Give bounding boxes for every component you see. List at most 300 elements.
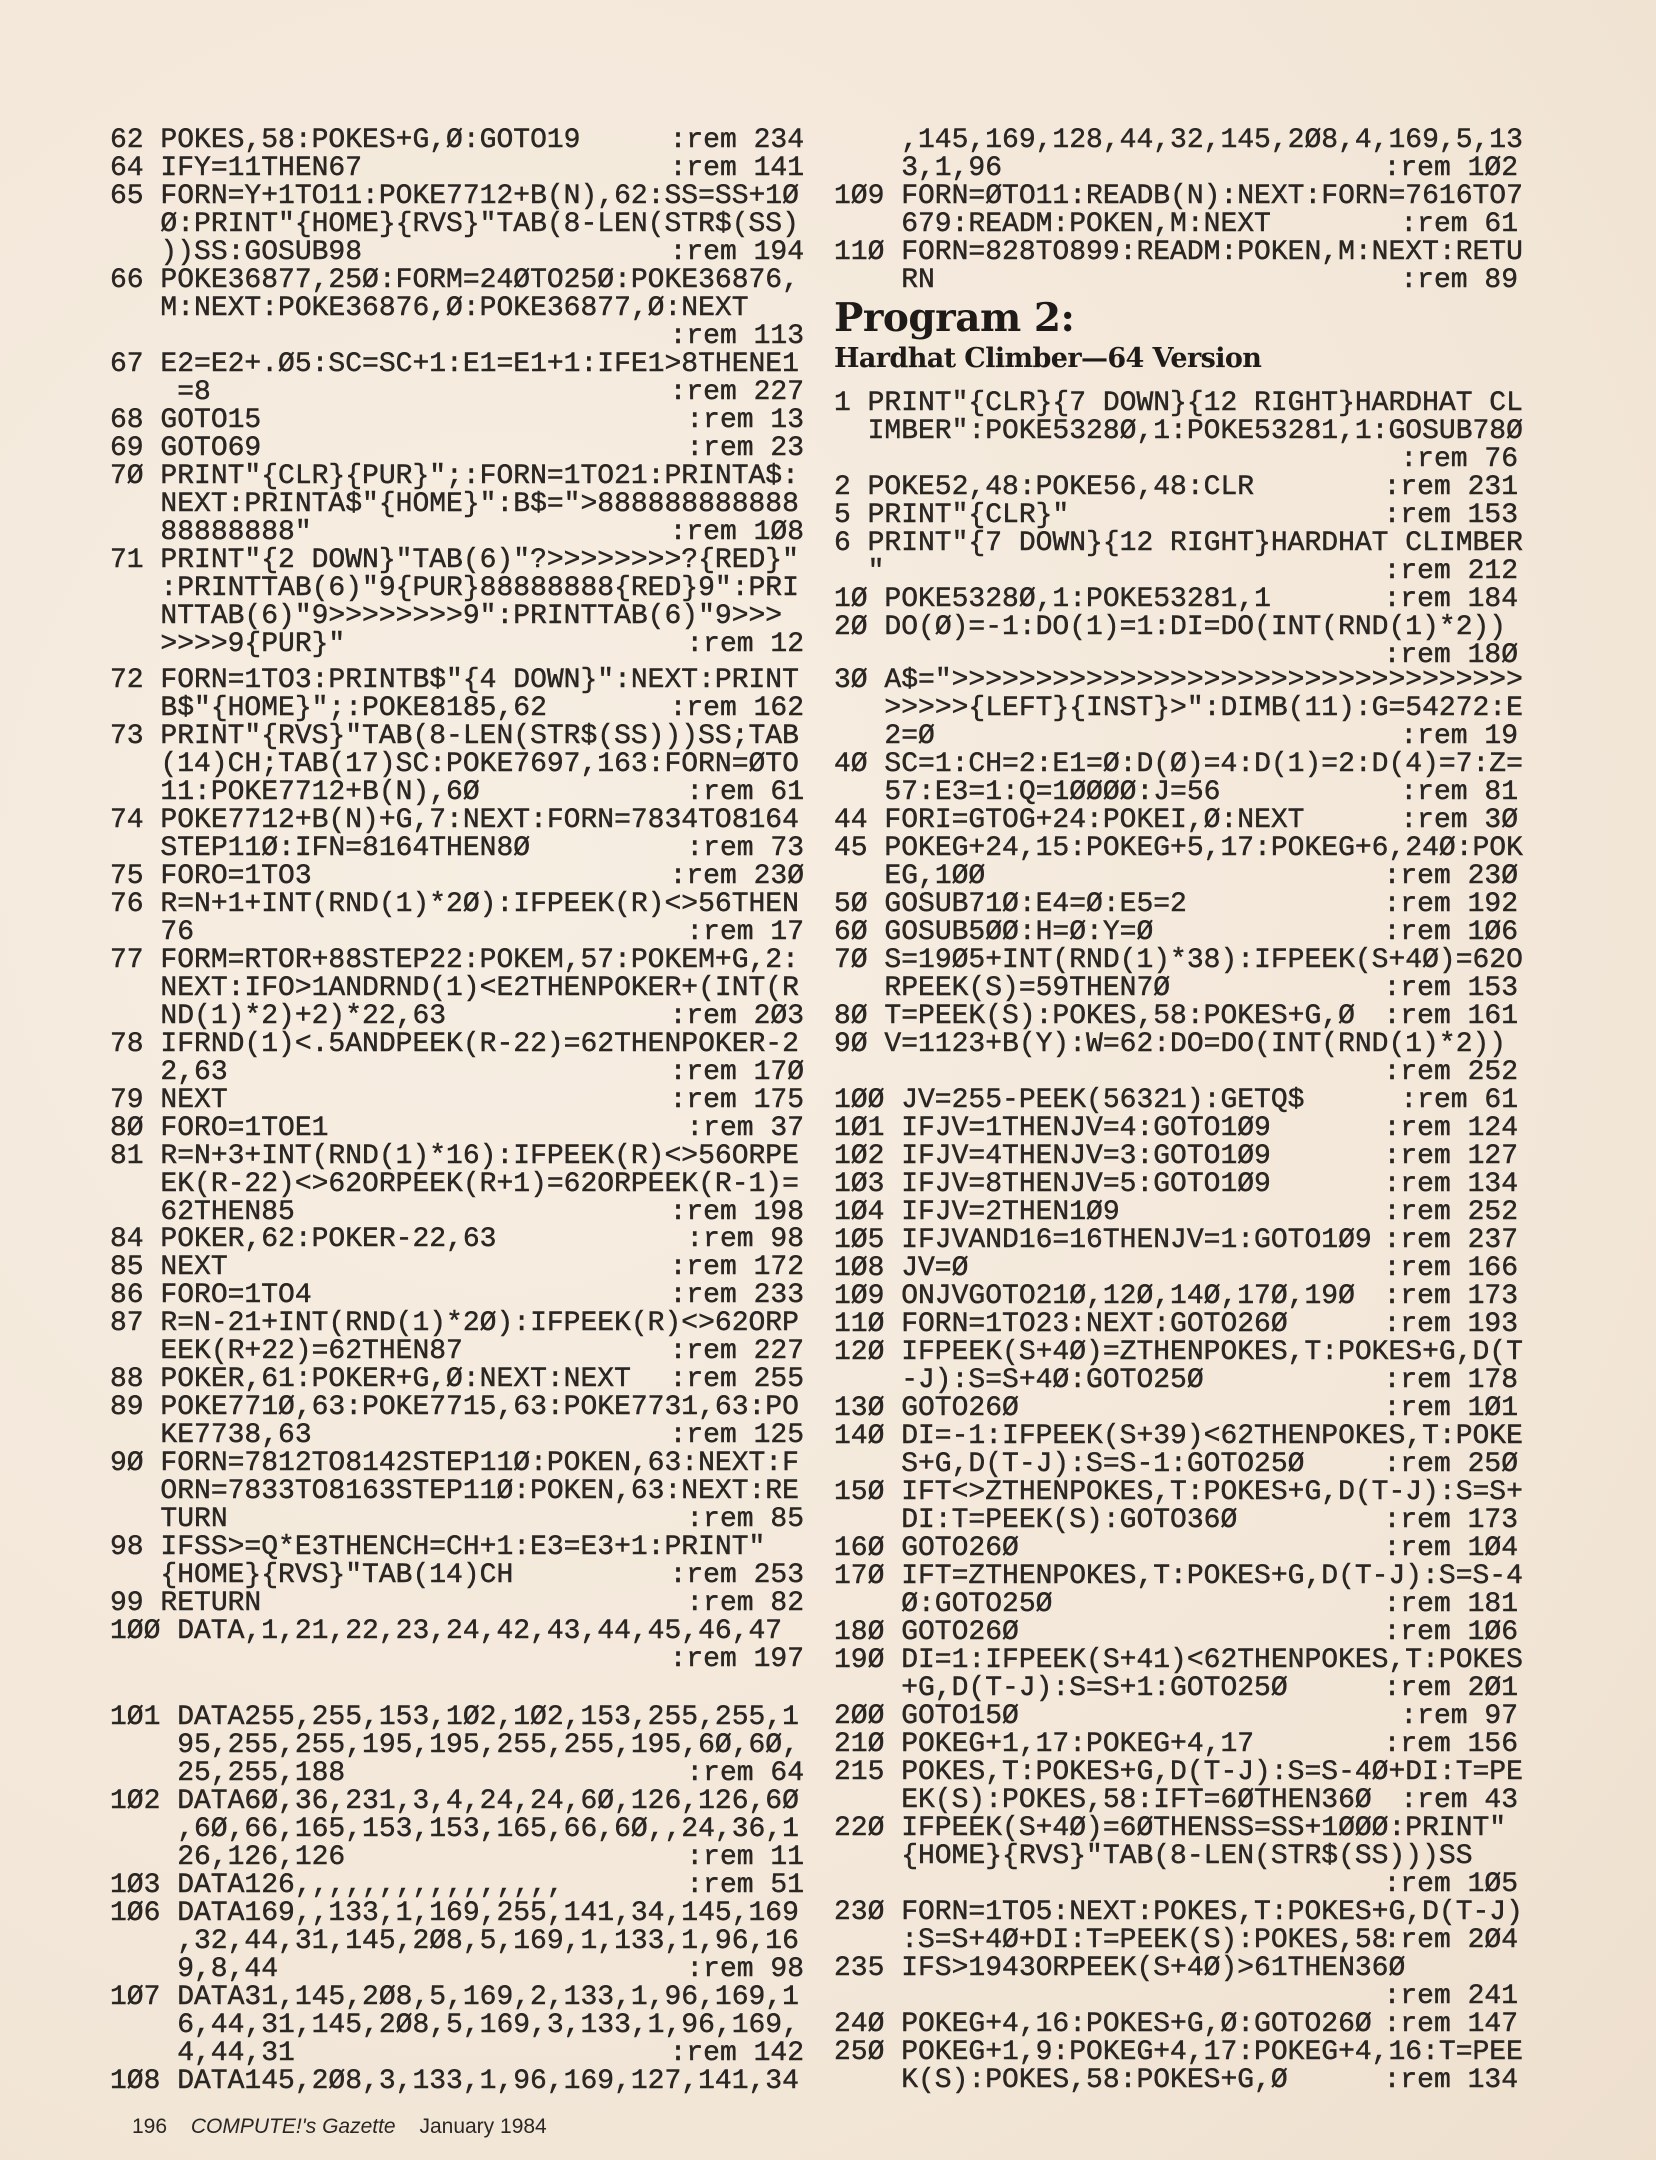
line-number: 25Ø <box>834 2037 885 2068</box>
program-subtitle: Hardhat Climber—64 Version <box>834 343 1262 374</box>
line-code: DATA,1,21,22,23,24,42,43,44,45,46,47 <box>177 1616 783 1647</box>
checksum-rem: :rem 17 <box>686 917 804 948</box>
line-number: 23Ø <box>834 1897 885 1928</box>
checksum-rem: :rem 181 <box>1383 1589 1518 1620</box>
line-number: 5 <box>834 500 851 531</box>
line-code: IFT=ZTHENPOKES,T:POKES+G,D(T-J):S=S-4 <box>901 1561 1523 1592</box>
line-number: 62 <box>110 125 144 156</box>
checksum-rem: :rem 98 <box>686 1224 804 1255</box>
line-number: 87 <box>110 1308 144 1339</box>
line-code: PRINT"{CLR}{PUR}";:FORN=1TO21:PRINTA$: <box>160 461 799 492</box>
program-line <box>110 1534 804 1562</box>
line-number: 71 <box>110 545 144 576</box>
line-code: EK(S):POKES,58:IFT=6ØTHEN36Ø <box>901 1785 1372 1816</box>
program-line-continuation <box>834 863 1518 891</box>
program-line-continuation <box>110 1478 804 1506</box>
line-code: M:NEXT:POKE36876,Ø:POKE36877,Ø:NEXT <box>160 293 749 324</box>
checksum-rem: :rem 227 <box>669 1336 804 1367</box>
line-number: 19Ø <box>834 1645 885 1676</box>
program-line <box>834 1731 1518 1759</box>
program-line <box>834 1031 1518 1059</box>
line-number: 98 <box>110 1532 144 1563</box>
program-line <box>110 1590 804 1618</box>
program-line <box>834 1003 1518 1031</box>
program-line-continuation <box>834 416 1523 447</box>
program-line <box>110 1366 804 1394</box>
program-line <box>834 891 1518 919</box>
line-code: IFY=11THEN67 <box>160 153 363 184</box>
line-code: POKE5328Ø,1:POKE53281,1 <box>884 584 1271 615</box>
program-line-continuation <box>834 1927 1518 1955</box>
program-line-continuation <box>110 751 804 779</box>
program-line-continuation <box>110 1956 804 1984</box>
line-number: 77 <box>110 945 144 976</box>
line-code: {HOME}{RVS}"TAB(14)CH <box>160 1560 514 1591</box>
checksum-rem: :rem 166 <box>1383 1253 1518 1284</box>
program-line-continuation <box>110 379 804 407</box>
checksum-rem: :rem 178 <box>1383 1365 1518 1396</box>
line-code: 2=Ø <box>884 721 935 752</box>
program-line-continuation <box>834 975 1518 1003</box>
program-line-continuation <box>834 1787 1518 1815</box>
line-code: IFJV=2THEN1Ø9 <box>901 1197 1120 1228</box>
line-number: 81 <box>110 1141 144 1172</box>
checksum-rem: :rem 19 <box>1400 721 1518 752</box>
checksum-rem: :rem 61 <box>1400 209 1518 240</box>
line-code: :S=S+4Ø+DI:T=PEEK(S):POKES,58 <box>901 1925 1389 1956</box>
line-code: DI=1:IFPEEK(S+41)<62THENPOKES,T:POKES <box>901 1645 1523 1676</box>
line-code: EG,1ØØ <box>884 861 986 892</box>
line-number: 13Ø <box>834 1393 885 1424</box>
program-line <box>834 1227 1518 1255</box>
line-number: 78 <box>110 1029 144 1060</box>
line-code: FORI=GTOG+24:POKEI,Ø:NEXT <box>884 805 1305 836</box>
line-code: GOTO26Ø <box>901 1393 1019 1424</box>
checksum-rem: :rem 253 <box>669 1560 804 1591</box>
line-code: PRINT"{CLR}{7 DOWN}{12 RIGHT}HARDHAT CL <box>867 388 1523 419</box>
program-line <box>110 667 804 695</box>
checksum-rem: :rem 76 <box>1400 444 1518 475</box>
line-number: 73 <box>110 721 144 752</box>
checksum-rem: :rem 252 <box>1383 1057 1518 1088</box>
program-line <box>110 863 804 891</box>
checksum-row <box>834 1059 1518 1087</box>
program-line-continuation <box>110 1928 804 1956</box>
line-code: +G,D(T-J):S=S+1:GOTO25Ø <box>901 1673 1288 1704</box>
line-number: 16Ø <box>834 1533 885 1564</box>
line-code: E2=E2+.Ø5:SC=SC+1:E1=E1+1:IFE1>8THENE1 <box>160 349 799 380</box>
line-number: 8Ø <box>834 1001 868 1032</box>
program-line-continuation <box>110 1422 804 1450</box>
line-number: 1Ø2 <box>110 1786 161 1817</box>
line-code: IFT<>ZTHENPOKES,T:POKES+G,D(T-J):S=S+ <box>901 1477 1523 1508</box>
line-number: 65 <box>110 181 144 212</box>
line-code: >>>>>{LEFT}{INST}>":DIMB(11):G=54272:E <box>884 693 1523 724</box>
checksum-rem: :rem 198 <box>669 1197 804 1228</box>
program-line <box>110 351 804 379</box>
line-number: 24Ø <box>834 2009 885 2040</box>
checksum-rem: :rem 147 <box>1383 2009 1518 2040</box>
line-number: 1Ø4 <box>834 1197 885 1228</box>
checksum-rem: :rem 98 <box>686 1954 804 1985</box>
program-line <box>834 945 1523 976</box>
program-line <box>834 665 1523 696</box>
line-code: FORM=RTOR+88STEP22:POKEM,57:POKEM+G,2: <box>160 945 799 976</box>
program-line-continuation <box>834 211 1518 239</box>
checksum-rem: :rem 231 <box>1383 472 1518 503</box>
line-number: 84 <box>110 1224 144 1255</box>
line-number: 17Ø <box>834 1561 885 1592</box>
checksum-rem: :rem 2Ø1 <box>1383 1673 1518 1704</box>
line-code: POKE36877,25Ø:FORM=24ØTO25Ø:POKE36876, <box>160 265 799 296</box>
checksum-rem: :rem 175 <box>669 1085 804 1116</box>
program-line <box>110 891 804 919</box>
line-code: NEXT <box>160 1085 228 1116</box>
program-line-continuation <box>110 631 804 659</box>
program-line-continuation <box>110 1059 804 1087</box>
checksum-rem: :rem 227 <box>669 377 804 408</box>
line-code: 11:POKE7712+B(N),6Ø <box>160 777 480 808</box>
program-line-continuation <box>110 1506 804 1534</box>
checksum-row <box>110 1646 804 1674</box>
line-number: 45 <box>834 833 868 864</box>
checksum-rem: :rem 1Ø4 <box>1383 1533 1518 1564</box>
checksum-row <box>110 323 804 351</box>
program-line-continuation <box>834 1367 1518 1395</box>
issue-date: January 1984 <box>419 2115 547 2138</box>
checksum-rem: :rem 197 <box>669 1644 804 1675</box>
line-number: 21Ø <box>834 1729 885 1760</box>
line-code: GOSUB5ØØ:H=Ø:Y=Ø <box>884 917 1154 948</box>
line-code: ,6Ø,66,165,153,153,165,66,6Ø,,24,36,1 <box>177 1814 799 1845</box>
checksum-rem: :rem 193 <box>1383 1309 1518 1340</box>
line-code: GOTO15 <box>160 405 262 436</box>
program-line <box>834 807 1518 835</box>
line-code: 95,255,255,195,195,255,255,195,6Ø,6Ø, <box>177 1730 799 1761</box>
listing-block <box>110 667 804 1227</box>
checksum-rem: :rem 161 <box>1383 1001 1518 1032</box>
line-code: IMBER":POKE5328Ø,1:POKE53281,1:GOSUB78Ø <box>867 416 1523 447</box>
line-code: R=N+3+INT(RND(1)*16):IFPEEK(R)<>56ORPE <box>160 1141 799 1172</box>
checksum-rem: :rem 89 <box>1400 265 1518 296</box>
line-code: POKE52,48:POKE56,48:CLR <box>867 472 1255 503</box>
line-number: 7Ø <box>110 461 144 492</box>
program-line <box>110 1900 804 1928</box>
checksum-rem: :rem 134 <box>1383 2065 1518 2096</box>
line-code: STEP11Ø:IFN=8164THEN8Ø <box>160 833 531 864</box>
checksum-rem: :rem 173 <box>1383 1505 1518 1536</box>
line-code: PRINT"{2 DOWN}"TAB(6)"?>>>>>>>>?{RED}" <box>160 545 799 576</box>
line-code: 88888888" <box>160 517 312 548</box>
line-code: IFJV=4THENJV=3:GOTO1Ø9 <box>901 1141 1271 1172</box>
line-number: 9Ø <box>110 1448 144 1479</box>
publication-name: COMPUTE!'s Gazette <box>190 2115 396 2138</box>
checksum-rem: :rem 212 <box>1383 556 1518 587</box>
line-code: NTTAB(6)"9>>>>>>>>9":PRINTTAB(6)"9>>> <box>160 601 783 632</box>
program-line <box>110 1618 804 1646</box>
line-number: 1Ø8 <box>110 2066 161 2097</box>
line-code: NEXT:PRINTA$"{HOME}":B$=">888888888888 <box>160 489 799 520</box>
line-code: {HOME}{RVS}"TAB(8-LEN(STR$(SS)))SS <box>901 1841 1473 1872</box>
checksum-rem: :rem 18Ø <box>1383 640 1518 671</box>
checksum-rem: :rem 142 <box>669 2038 804 2069</box>
checksum-rem: :rem 141 <box>669 153 804 184</box>
program-line <box>110 1394 804 1422</box>
line-code: PRINT"{7 DOWN}{12 RIGHT}HARDHAT CLIMBER <box>867 528 1523 559</box>
program-line-continuation <box>834 779 1518 807</box>
line-number: 18Ø <box>834 1617 885 1648</box>
line-code: POKES,T:POKES+G,D(T-J):S=S-4Ø+DI:T=PE <box>901 1757 1523 1788</box>
line-code: POKEG+1,9:POKEG+4,17:POKEG+4,16:T=PEE <box>901 2037 1523 2068</box>
checksum-rem: :rem 23Ø <box>669 861 804 892</box>
program-line-continuation <box>834 558 1518 586</box>
program-line-continuation <box>110 1562 804 1590</box>
line-number: 75 <box>110 861 144 892</box>
checksum-rem: :rem 17Ø <box>669 1057 804 1088</box>
program-line <box>834 1143 1518 1171</box>
checksum-rem: :rem 64 <box>686 1758 804 1789</box>
checksum-rem: :rem 73 <box>686 833 804 864</box>
program-line <box>110 183 804 211</box>
checksum-rem: :rem 1Ø5 <box>1383 1869 1518 1900</box>
checksum-row <box>834 446 1518 474</box>
line-number: 68 <box>110 405 144 436</box>
line-code: FORO=1TOE1 <box>160 1113 329 1144</box>
line-code: JV=255-PEEK(56321):GETQ$ <box>901 1085 1305 1116</box>
line-number: 76 <box>110 889 144 920</box>
line-code: FORN=Y+1TO11:POKE7712+B(N),62:SS=SS+1Ø <box>160 181 799 212</box>
line-code: RPEEK(S)=59THEN7Ø <box>884 973 1171 1004</box>
checksum-rem: :rem 81 <box>1400 777 1518 808</box>
program-line <box>834 1703 1518 1731</box>
checksum-rem: :rem 97 <box>1400 1701 1518 1732</box>
line-code: GOTO69 <box>160 433 262 464</box>
line-code: -J):S=S+4Ø:GOTO25Ø <box>901 1365 1204 1396</box>
line-code: POKE771Ø,63:POKE7715,63:POKE7731,63:PO <box>160 1392 799 1423</box>
program-line-continuation <box>834 1843 1518 1871</box>
line-code: DI:T=PEEK(S):GOTO36Ø <box>901 1505 1238 1536</box>
line-code: ))SS:GOSUB98 <box>160 237 363 268</box>
program-line <box>110 267 804 295</box>
program-line-continuation <box>834 2067 1518 2095</box>
checksum-rem: :rem 3Ø <box>1400 805 1518 836</box>
line-code: IFJV=1THENJV=4:GOTO1Ø9 <box>901 1113 1271 1144</box>
line-number: 6 <box>834 528 851 559</box>
program-line <box>110 1704 804 1732</box>
line-code: V=1123+B(Y):W=62:DO=DO(INT(RND(1)*2)) <box>884 1029 1507 1060</box>
line-number: 3Ø <box>834 665 868 696</box>
line-code: 6,44,31,145,2Ø8,5,169,3,133,1,96,169, <box>177 2010 799 2041</box>
line-code: 9,8,44 <box>177 1954 279 1985</box>
line-code: 4,44,31 <box>177 2038 295 2069</box>
program-line <box>834 833 1523 864</box>
program-line <box>110 1226 804 1254</box>
checksum-rem: :rem 1Ø2 <box>1383 153 1518 184</box>
line-number: 1Ø3 <box>834 1169 885 1200</box>
program-line <box>110 723 804 751</box>
listing-block <box>834 125 1523 296</box>
line-code: FORN=1TO23:NEXT:GOTO26Ø <box>901 1309 1288 1340</box>
line-code: NEXT <box>160 1252 228 1283</box>
checksum-rem: :rem 237 <box>1383 1225 1518 1256</box>
checksum-rem: :rem 184 <box>1383 584 1518 615</box>
line-code: 57:E3=1:Q=1ØØØØ:J=56 <box>884 777 1221 808</box>
program-line-continuation <box>110 1732 804 1760</box>
line-code: :PRINTTAB(6)"9{PUR}88888888{RED}9":PRI <box>160 573 799 604</box>
checksum-rem: :rem 173 <box>1383 1281 1518 1312</box>
program-line <box>834 1815 1518 1843</box>
line-number: 1 <box>834 388 851 419</box>
line-number: 2ØØ <box>834 1701 885 1732</box>
checksum-rem: :rem 51 <box>686 1870 804 1901</box>
line-number: 15Ø <box>834 1477 885 1508</box>
line-code: S+G,D(T-J):S=S-1:GOTO25Ø <box>901 1449 1305 1480</box>
program-line <box>110 1115 804 1143</box>
line-code: DATA169,,133,1,169,255,141,34,145,169 <box>177 1898 799 1929</box>
line-number: 1Ø6 <box>110 1898 161 1929</box>
line-code: A$=">>>>>>>>>>>>>>>>>>>>>>>>>>>>>>>>>> <box>884 665 1523 696</box>
line-number: 66 <box>110 265 144 296</box>
line-code: PRINT"{RVS}"TAB(8-LEN(STR$(SS)))SS;TAB <box>160 721 799 752</box>
program-line-continuation <box>110 575 804 603</box>
program-line <box>834 1645 1523 1676</box>
line-code: POKES,58:POKES+G,Ø:GOTO19 <box>160 125 581 156</box>
line-number: 5Ø <box>834 889 868 920</box>
line-number: 1Ø7 <box>110 1982 161 2013</box>
listing-block <box>834 388 1523 671</box>
program-line <box>110 1143 804 1171</box>
checksum-rem: :rem 43 <box>1400 1785 1518 1816</box>
program-line <box>834 1955 1518 1983</box>
checksum-rem: :rem 1Ø8 <box>669 517 804 548</box>
checksum-rem: :rem 127 <box>1383 1141 1518 1172</box>
program-line-continuation <box>834 693 1523 724</box>
program-line <box>110 1450 804 1478</box>
line-number: 8Ø <box>110 1113 144 1144</box>
checksum-rem: :rem 37 <box>686 1113 804 1144</box>
line-code: EEK(R+22)=62THEN87 <box>160 1336 463 1367</box>
line-code: JV=Ø <box>901 1253 969 1284</box>
line-code: " <box>867 556 885 587</box>
checksum-rem: :rem 11 <box>686 1842 804 1873</box>
program-line <box>110 947 804 975</box>
program-line-continuation <box>110 211 804 239</box>
line-code: B$"{HOME}";:POKE8185,62 <box>160 693 547 724</box>
line-code: NEXT:IFO>1ANDRND(1)<E2THENPOKER+(INT(R <box>160 973 799 1004</box>
line-code: GOSUB71Ø:E4=Ø:E5=2 <box>884 889 1187 920</box>
program-line <box>834 749 1523 780</box>
checksum-rem: :rem 162 <box>669 693 804 724</box>
checksum-rem: :rem 124 <box>1383 1113 1518 1144</box>
listing-block <box>834 665 1523 2096</box>
program-line <box>110 127 804 155</box>
program-line-continuation <box>110 975 804 1003</box>
program-line <box>834 1199 1518 1227</box>
program-line <box>834 919 1518 947</box>
listing-block <box>110 1704 804 2096</box>
line-code: DATA31,145,2Ø8,5,169,2,133,1,96,169,1 <box>177 1982 799 2013</box>
checksum-rem: :rem 2Ø3 <box>669 1001 804 1032</box>
page-number: 196 <box>132 2115 168 2138</box>
line-number: 7Ø <box>834 945 868 976</box>
checksum-row <box>834 1871 1518 1899</box>
program-line-continuation <box>110 1171 804 1199</box>
program-line <box>834 1337 1523 1368</box>
program-line <box>834 502 1518 530</box>
checksum-rem: :rem 153 <box>1383 500 1518 531</box>
line-code: S=19Ø5+INT(RND(1)*38):IFPEEK(S+4Ø)=62O <box>884 945 1523 976</box>
checksum-rem: :rem 234 <box>669 125 804 156</box>
line-code: IFSS>=Q*E3THENCH=CH+1:E3=E3+1:PRINT" <box>160 1532 766 1563</box>
listing-column-left <box>110 0 804 2160</box>
program-line <box>110 155 804 183</box>
checksum-rem: :rem 82 <box>686 1588 804 1619</box>
line-code: 2,63 <box>160 1057 228 1088</box>
line-number: 89 <box>110 1392 144 1423</box>
line-code: Ø:PRINT"{HOME}{RVS}"TAB(8-LEN(STR$(SS) <box>160 209 799 240</box>
line-number: 1Ø5 <box>834 1225 885 1256</box>
checksum-rem: :rem 255 <box>669 1364 804 1395</box>
program-line <box>834 1421 1523 1452</box>
program-line <box>834 1311 1518 1339</box>
line-number: 79 <box>110 1085 144 1116</box>
line-number: 1ØØ <box>834 1085 885 1116</box>
line-code: FORN=1TO3:PRINTB$"{4 DOWN}":NEXT:PRINT <box>160 665 799 696</box>
line-number: 1Ø8 <box>834 1253 885 1284</box>
program-title: Program 2: <box>834 295 1075 341</box>
program-line-continuation <box>110 2040 804 2068</box>
program-line-continuation <box>834 267 1518 295</box>
checksum-rem: :rem 61 <box>686 777 804 808</box>
checksum-rem: :rem 125 <box>669 1420 804 1451</box>
program-line-continuation <box>110 519 804 547</box>
line-code: FORN=ØTO11:READB(N):NEXT:FORN=7616TO7 <box>901 181 1523 212</box>
program-line <box>110 407 804 435</box>
line-code: FORN=7812TO8142STEP11Ø:POKEN,63:NEXT:F <box>160 1448 799 1479</box>
program-line <box>110 1872 804 1900</box>
program-line <box>834 125 1523 156</box>
program-line <box>110 1031 804 1059</box>
program-line-continuation <box>834 1591 1518 1619</box>
program-line <box>110 1788 804 1816</box>
program-line <box>834 2037 1523 2068</box>
program-line-continuation <box>110 295 804 323</box>
line-number: 215 <box>834 1757 885 1788</box>
program-line-continuation <box>110 1816 804 1844</box>
program-line <box>834 1897 1523 1928</box>
line-code: POKEG+1,17:POKEG+4,17 <box>901 1729 1255 1760</box>
line-code: IFJVAND16=16THENJV=1:GOTO1Ø9 <box>901 1225 1372 1256</box>
checksum-rem: :rem 113 <box>669 321 804 352</box>
line-number: 2Ø <box>834 612 868 643</box>
program-line-continuation <box>834 723 1518 751</box>
checksum-rem: :rem 1Ø1 <box>1383 1393 1518 1424</box>
line-code: POKEG+4,16:POKES+G,Ø:GOTO26Ø <box>901 2009 1372 2040</box>
program-line-continuation <box>110 603 804 631</box>
line-number: 22Ø <box>834 1813 885 1844</box>
checksum-rem: :rem 233 <box>669 1280 804 1311</box>
line-number: 1Ø2 <box>834 1141 885 1172</box>
line-number: 1Ø9 <box>834 181 885 212</box>
checksum-rem: :rem 61 <box>1400 1085 1518 1116</box>
checksum-rem: :rem 2Ø4 <box>1383 1925 1518 1956</box>
program-line <box>110 1087 804 1115</box>
program-line-continuation <box>834 1675 1518 1703</box>
program-line <box>110 1984 804 2012</box>
checksum-rem: :rem 23Ø <box>1383 861 1518 892</box>
line-number: 69 <box>110 433 144 464</box>
program-line <box>834 1171 1518 1199</box>
